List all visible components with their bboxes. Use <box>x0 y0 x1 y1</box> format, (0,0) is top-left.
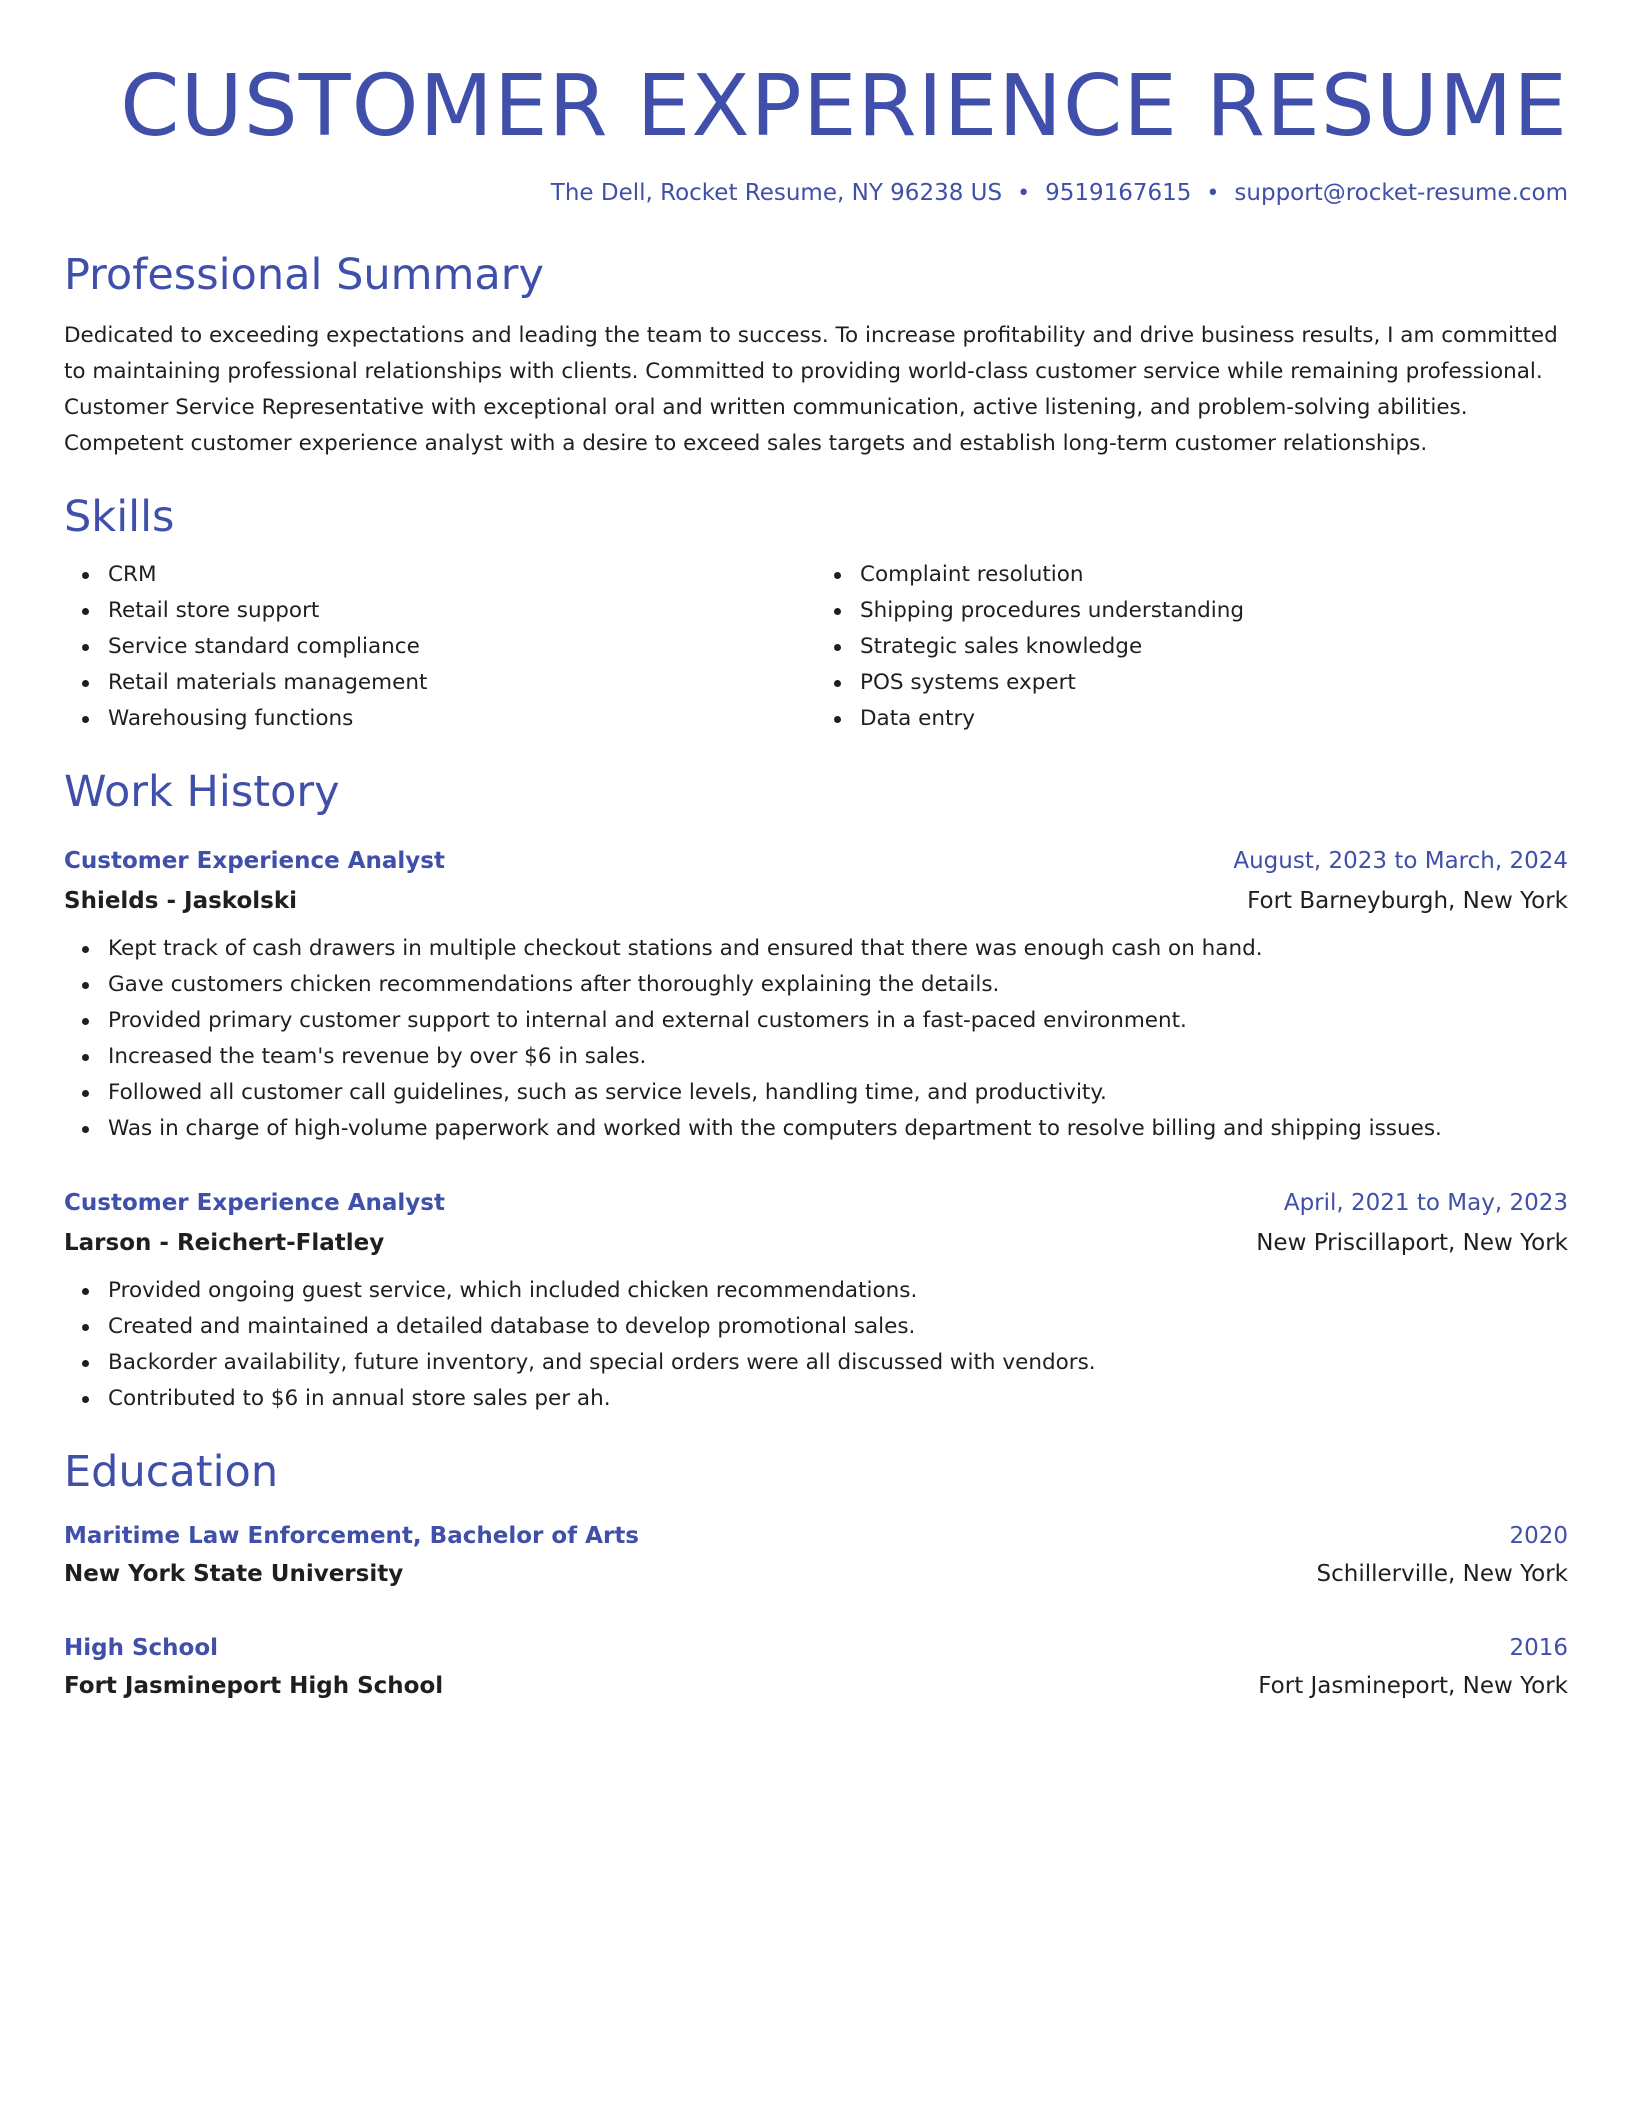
skill-item: Data entry <box>860 701 1568 737</box>
job-bullet: Followed all customer call guidelines, such as service levels, handling time, and productivity. <box>108 1075 1568 1111</box>
skill-item: Shipping procedures understanding <box>860 593 1568 629</box>
summary-heading: Professional Summary <box>64 250 544 300</box>
job-title: Customer Experience Analyst <box>64 1189 445 1216</box>
job-bullet: Contributed to $6 in annual store sales per ah. <box>108 1381 1568 1417</box>
education-year: 2016 <box>1509 1635 1568 1662</box>
contact-separator: • <box>1017 181 1031 206</box>
job-dates: April, 2021 to May, 2023 <box>1283 1189 1568 1216</box>
summary-text: Dedicated to exceeding expectations and leading the team to success. To increase profitability and drive business results, I am committed to maintaining professional relationships with clients. Committed to providing world-class customer service while remaining professional. Customer Service Representative with exceptional oral and written communication, active listening, and problem-solving abilities. Competent customer experience analyst with a desire to exceed sales targets and establish long-term customer relationships. <box>64 322 1558 456</box>
education-school: New York State University <box>64 1561 404 1588</box>
contact-separator: • <box>1206 181 1220 206</box>
contact-line <box>64 180 1568 206</box>
skills-column-left <box>64 557 816 737</box>
job-bullets <box>64 1273 1568 1417</box>
resume-header <box>64 56 1568 206</box>
skill-item: Strategic sales knowledge <box>860 629 1568 665</box>
education-location: Schillerville, New York <box>1316 1561 1568 1588</box>
work-history-heading: Work History <box>64 767 340 818</box>
education-degree: High School <box>64 1635 219 1662</box>
contact-email: support@rocket-resume.com <box>1234 180 1568 206</box>
education-school: Fort Jasmineport High School <box>64 1673 444 1700</box>
skills-heading: Skills <box>64 491 175 542</box>
skill-item: Retail store support <box>108 593 816 629</box>
education-degree-row <box>64 1630 1568 1666</box>
skills-section <box>64 492 1568 738</box>
education-degree-row <box>64 1518 1568 1554</box>
job-company-row <box>64 1225 1568 1261</box>
job-bullet: Increased the team's revenue by over $6 in sales. <box>108 1039 1568 1075</box>
job-bullet: Created and maintained a detailed database to develop promotional sales. <box>108 1309 1568 1345</box>
education-section <box>64 1447 1568 1705</box>
job-bullet: Provided ongoing guest service, which included chicken recommendations. <box>108 1273 1568 1309</box>
job-bullets <box>64 931 1568 1147</box>
job-title-row <box>64 843 1568 879</box>
job-bullet: Provided primary customer support to internal and external customers in a fast-paced environment. <box>108 1003 1568 1039</box>
job-bullet: Was in charge of high-volume paperwork and worked with the computers department to resolve billing and shipping issues. <box>108 1111 1568 1147</box>
education-school-row <box>64 1556 1568 1592</box>
job-title-row <box>64 1185 1568 1221</box>
skill-item: POS systems expert <box>860 665 1568 701</box>
skill-item: Service standard compliance <box>108 629 816 665</box>
job-entry <box>64 1185 1568 1417</box>
contact-address: The Dell, Rocket Resume, NY 96238 US <box>550 180 1003 206</box>
job-bullet: Gave customers chicken recommendations after thoroughly explaining the details. <box>108 967 1568 1003</box>
job-bullet: Kept track of cash drawers in multiple checkout stations and ensured that there was enough cash on hand. <box>108 931 1568 967</box>
education-entry <box>64 1630 1568 1704</box>
summary-section <box>64 250 1568 462</box>
job-dates: August, 2023 to March, 2024 <box>1233 847 1568 874</box>
skill-item: Complaint resolution <box>860 557 1568 593</box>
job-company: Shields - Jaskolski <box>64 887 298 914</box>
skill-item: CRM <box>108 557 816 593</box>
education-entry <box>64 1518 1568 1592</box>
contact-phone: 9519167615 <box>1045 180 1192 206</box>
skills-columns <box>64 557 1568 737</box>
education-heading: Education <box>64 1446 279 1497</box>
education-location: Fort Jasmineport, New York <box>1258 1673 1568 1700</box>
job-location: New Priscillaport, New York <box>1256 1229 1568 1256</box>
education-degree: Maritime Law Enforcement, Bachelor of Arts <box>64 1523 639 1550</box>
skill-item: Warehousing functions <box>108 701 816 737</box>
job-entry <box>64 843 1568 1147</box>
work-history-section <box>64 767 1568 1417</box>
job-company-row <box>64 883 1568 919</box>
job-bullet: Backorder availability, future inventory, and special orders were all discussed with vendors. <box>108 1345 1568 1381</box>
education-year: 2020 <box>1509 1523 1568 1550</box>
skill-item: Retail materials management <box>108 665 816 701</box>
education-school-row <box>64 1668 1568 1704</box>
skills-column-right <box>816 557 1568 737</box>
resume-title: CUSTOMER EXPERIENCE RESUME <box>120 57 1568 156</box>
job-location: Fort Barneyburgh, New York <box>1247 887 1568 914</box>
job-company: Larson - Reichert-Flatley <box>64 1229 385 1256</box>
job-title: Customer Experience Analyst <box>64 847 445 874</box>
